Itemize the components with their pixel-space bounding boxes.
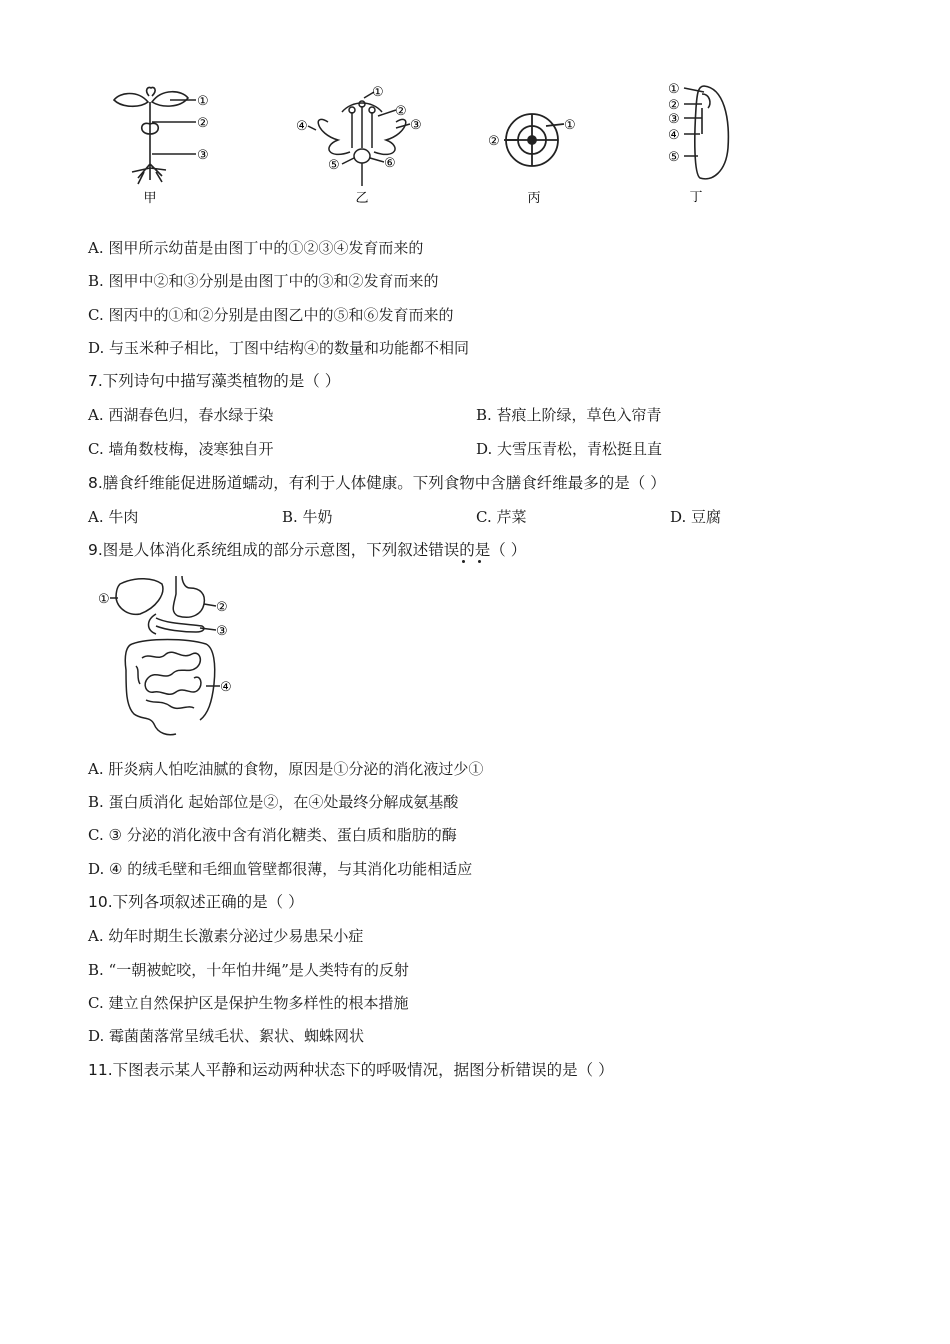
yi-caption: 乙 — [355, 191, 369, 206]
q8-option-d: D. 豆腐 — [670, 508, 722, 526]
q7-option-c: C. 墙角数枝梅，凌寒独自开 — [88, 440, 274, 458]
ding-caption: 丁 — [689, 190, 703, 203]
q6-option-c: C. 图丙中的①和②分别是由图乙中的⑤和⑥发育而来的 — [88, 306, 454, 324]
q6-option-b: B. 图甲中②和③分别是由图丁中的③和②发育而来的 — [88, 272, 439, 290]
q9-option-a: A. 肝炎病人怕吃油腻的食物，原因是①分泌的消化液过少① — [88, 760, 484, 778]
yi-label-6: ⑥ — [384, 156, 396, 171]
ding-label-3: ③ — [668, 112, 680, 127]
digestive-label-3: ③ — [216, 624, 228, 639]
figure-yi-flower — [292, 82, 432, 207]
q9-option-d: D. ④ 的绒毛壁和毛细血管壁都很薄，与其消化功能相适应 — [88, 860, 473, 878]
q11-stem: 11.下图表示某人平静和运动两种状态下的呼吸情况，据图分析错误的是（ ） — [88, 1061, 614, 1079]
q10-option-c: C. 建立自然保护区是保护生物多样性的根本措施 — [88, 994, 409, 1012]
ding-label-4: ④ — [668, 128, 680, 143]
ding-label-5: ⑤ — [668, 150, 680, 165]
figure-ding-seed — [664, 78, 744, 203]
q8-option-c: C. 芹菜 — [476, 508, 527, 526]
q8-stem: 8.膳食纤维能促进肠道蠕动，有利于人体健康。下列食物中含膳食纤维最多的是（ ） — [88, 474, 666, 492]
q7-stem: 7.下列诗句中描写藻类植物的是（ ） — [88, 372, 341, 390]
q10-stem: 10.下列各项叙述正确的是（ ） — [88, 893, 304, 911]
figure-digestive-system — [96, 574, 246, 744]
bing-label-1: ① — [564, 118, 576, 133]
bing-caption: 丙 — [527, 191, 541, 206]
q7-option-d: D. 大雪压青松，青松挺且直 — [476, 440, 663, 458]
bing-label-2: ② — [488, 134, 500, 149]
q7-option-a: A. 西湖春色归，春水绿于染 — [88, 406, 274, 424]
jia-label-2: ② — [197, 116, 209, 131]
ding-label-2: ② — [668, 98, 680, 113]
yi-label-5: ⑤ — [328, 158, 340, 173]
figure-bing-fruit — [484, 82, 584, 207]
q9-option-b: B. 蛋白质消化 起始部位是②，在④处最终分解成氨基酸 — [88, 793, 459, 811]
q9-stem: 9.图是人体消化系统组成的部分示意图，下列叙述错误的是（ ） — [88, 541, 527, 559]
yi-label-1: ① — [372, 85, 384, 100]
emphasis-dots — [459, 560, 489, 564]
figure-jia-seedling — [108, 82, 218, 207]
yi-label-2: ② — [395, 104, 407, 119]
jia-label-3: ③ — [197, 148, 209, 163]
q7-option-b: B. 苔痕上阶绿，草色入帘青 — [476, 406, 662, 424]
digestive-label-1: ① — [98, 592, 110, 607]
q8-option-a: A. 牛肉 — [88, 508, 139, 526]
q10-option-d: D. 霉菌菌落常呈绒毛状、絮状、蜘蛛网状 — [88, 1027, 365, 1045]
q8-option-b: B. 牛奶 — [282, 508, 333, 526]
digestive-label-4: ④ — [220, 680, 232, 695]
q10-option-a: A. 幼年时期生长激素分泌过少易患呆小症 — [88, 927, 364, 945]
digestive-label-2: ② — [216, 600, 228, 615]
q6-option-d: D. 与玉米种子相比，丁图中结构④的数量和功能都不相同 — [88, 339, 470, 357]
jia-label-1: ① — [197, 94, 209, 109]
q6-option-a: A. 图甲所示幼苗是由图丁中的①②③④发育而来的 — [88, 239, 424, 257]
yi-label-3: ③ — [410, 118, 422, 133]
q9-option-c: C. ③ 分泌的消化液中含有消化糖类、蛋白质和脂肪的酶 — [88, 826, 457, 844]
yi-label-4: ④ — [296, 119, 308, 134]
jia-caption: 甲 — [143, 191, 157, 206]
q10-option-b: B. “一朝被蛇咬，十年怕井绳”是人类特有的反射 — [88, 961, 409, 979]
ding-label-1: ① — [668, 82, 680, 97]
